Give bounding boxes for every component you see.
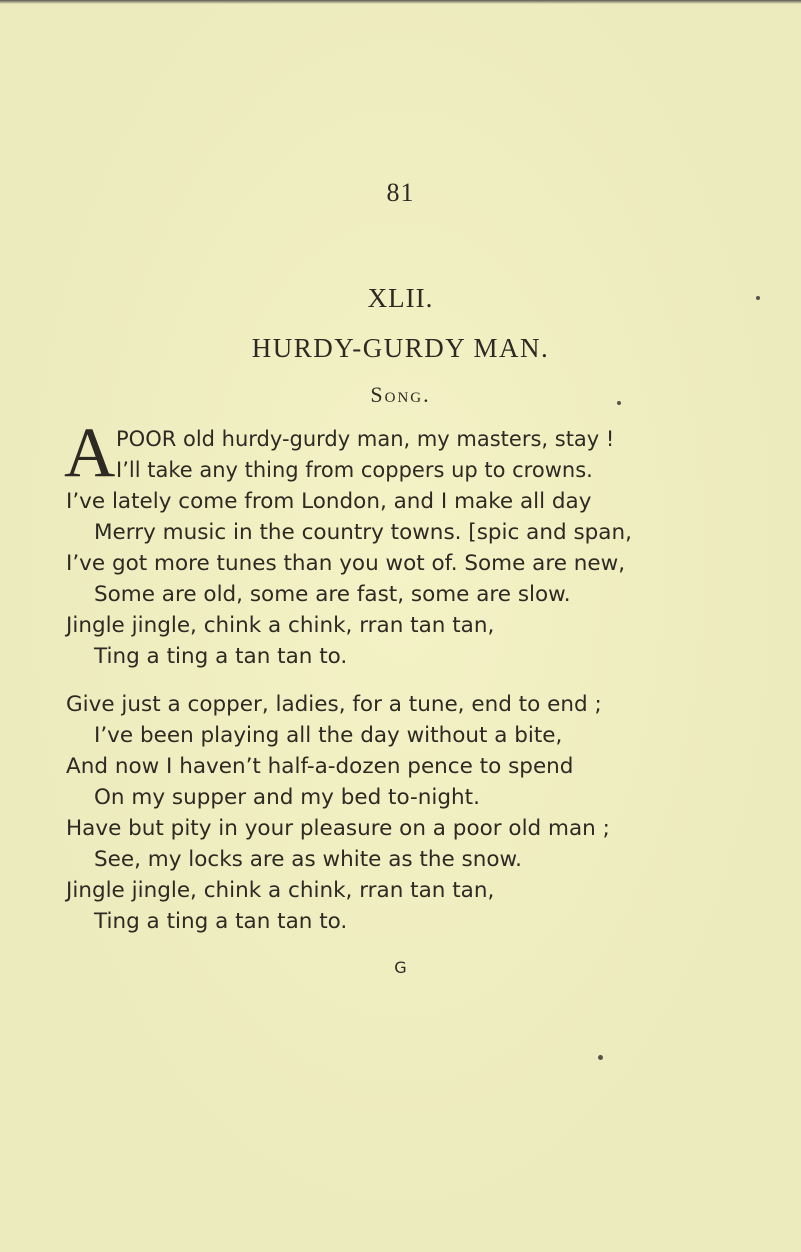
- drop-cap: A: [64, 414, 116, 492]
- verse-line: I’ve got more tunes than you wot of. Some are new,: [66, 551, 626, 576]
- verse-line: Ting a ting a tan tan to.: [94, 644, 348, 669]
- poem-numeral: XLII.: [367, 283, 434, 313]
- paper-speck: [598, 1055, 603, 1060]
- page-number: 81: [386, 178, 415, 207]
- verse-line: I’ve lately come from London, and I make all day: [66, 489, 592, 514]
- verse-line: Ting a ting a tan tan to.: [94, 909, 348, 934]
- verse-line: Have but pity in your pleasure on a poor old man ;: [66, 816, 610, 841]
- verse-line: Jingle jingle, chink a chink, rran tan tan,: [66, 613, 495, 638]
- verse-line: POOR old hurdy-gurdy man, my masters, stay !: [116, 427, 615, 451]
- verse-line: Jingle jingle, chink a chink, rran tan tan,: [66, 878, 495, 903]
- verse-line: And now I haven’t half-a-dozen pence to spend: [66, 754, 574, 779]
- poem-subtitle: [0, 382, 801, 408]
- verse-line: Merry music in the country towns. [spic and span,: [94, 520, 632, 545]
- verse-line: On my supper and my bed to-night.: [94, 785, 480, 810]
- verse-line: Some are old, some are fast, some are slow.: [94, 582, 571, 607]
- subtitle-text: Song.: [370, 382, 431, 407]
- paper-speck: [617, 401, 621, 405]
- poem-title: HURDY-GURDY MAN.: [251, 333, 550, 363]
- verse-line: I’ll take any thing from coppers up to crowns.: [116, 458, 593, 482]
- verse-line: See, my locks are as white as the snow.: [94, 847, 522, 872]
- paper-speck: [756, 296, 760, 300]
- signature-mark: G: [394, 958, 407, 977]
- page-top-edge: [0, 0, 801, 4]
- verse-line: Give just a copper, ladies, for a tune, end to end ;: [66, 692, 602, 717]
- verse-line: I’ve been playing all the day without a bite,: [94, 723, 563, 748]
